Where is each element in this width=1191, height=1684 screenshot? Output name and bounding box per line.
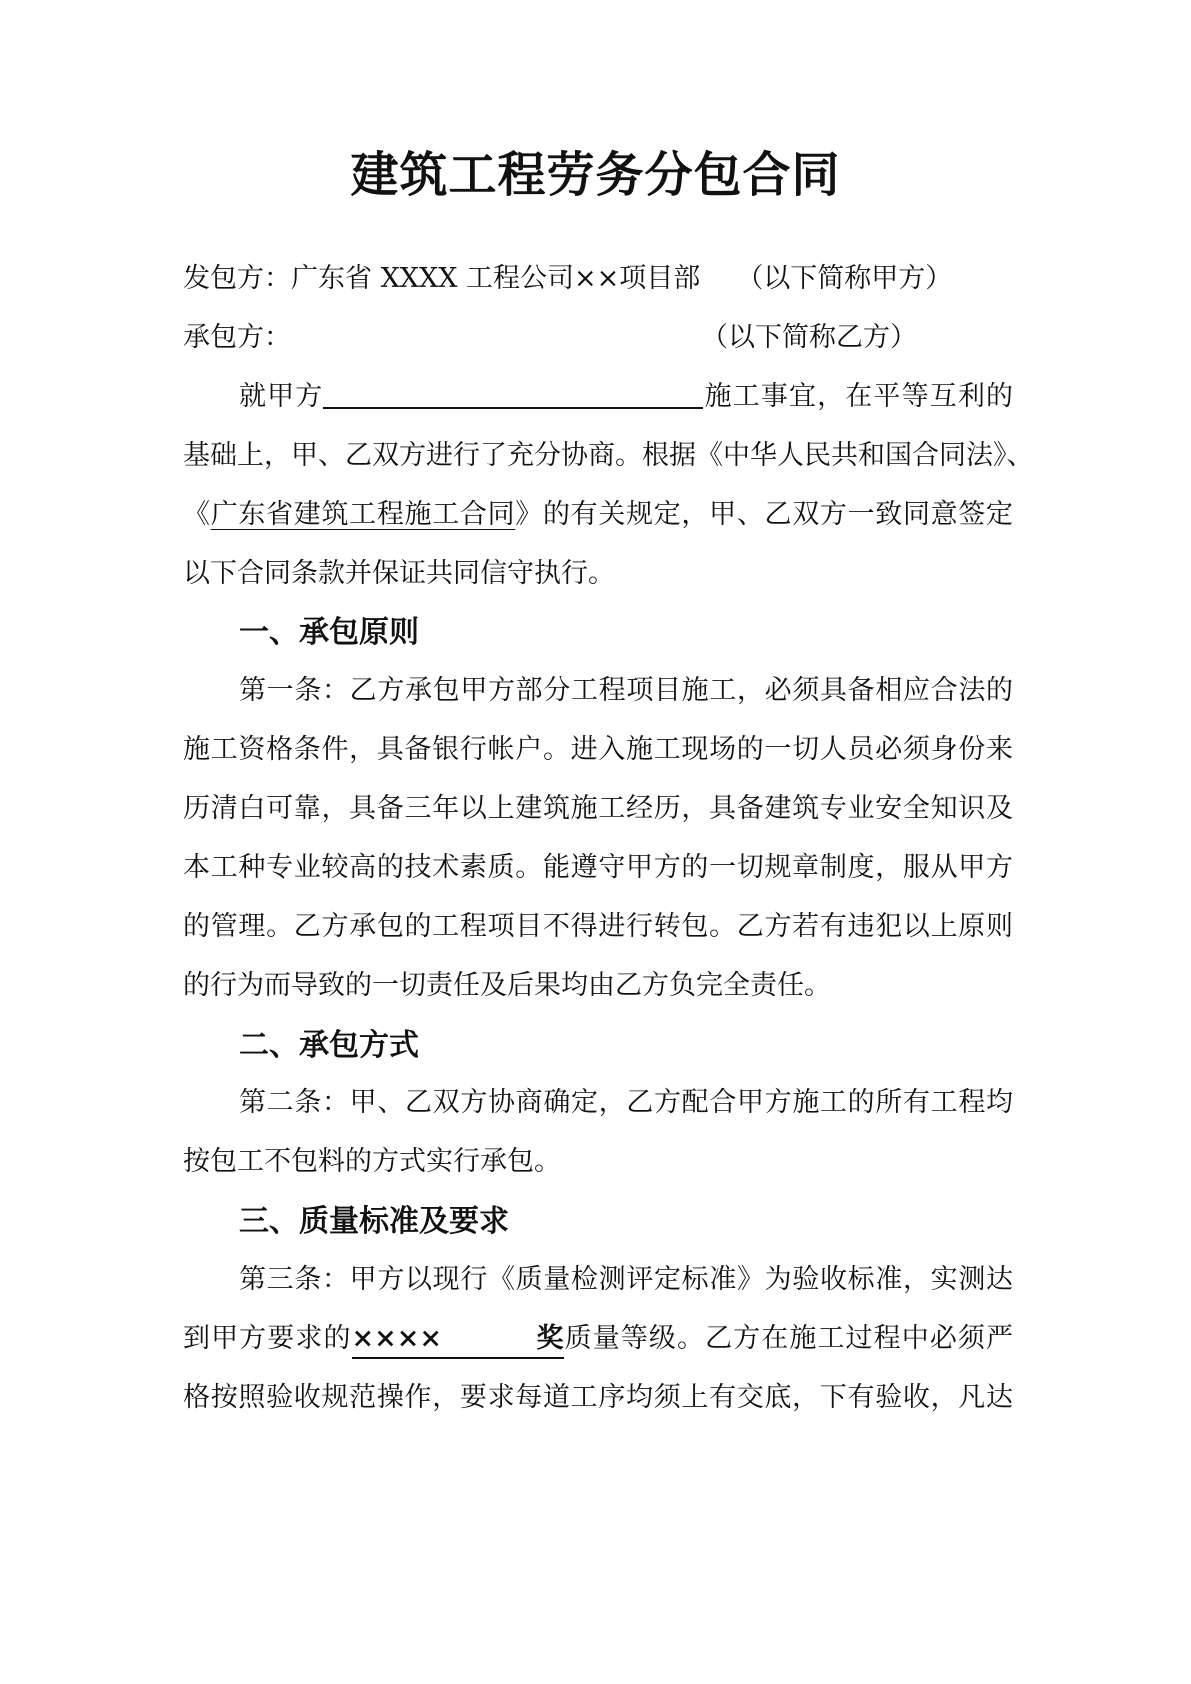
preamble-prefix: 就甲方 — [239, 381, 324, 412]
section-1-line: 第一条：乙方承包甲方部分工程项目施工，必须具备相应合法的 — [239, 675, 1013, 706]
section-1-heading: 一、承包原则 — [239, 615, 419, 650]
quote-open: 《 — [183, 499, 211, 530]
party-b-line — [183, 318, 1013, 358]
party-b-note: （以下简称乙方） — [701, 322, 917, 353]
quality-award-field[interactable]: ××××奖 — [352, 1321, 564, 1359]
preamble-line-3-rest: 》的有关规定，甲、乙双方一致同意签定 — [515, 499, 1014, 530]
section-3-heading: 三、质量标准及要求 — [239, 1204, 509, 1239]
contract-reference: 广东省建筑工程施工合同 — [210, 499, 516, 530]
section-1-line: 施工资格条件，具备银行帐户。进入施工现场的一切人员必须身份来 — [183, 734, 1013, 765]
party-a-label: 发包方： — [183, 263, 291, 294]
section-1-line: 的管理。乙方承包的工程项目不得进行转包。乙方若有违犯以上原则 — [183, 911, 1013, 942]
quality-prefix: 到甲方要求的 — [183, 1323, 352, 1354]
section-3-line-1: 第三条：甲方以现行《质量检测评定标准》为验收标准，实测达 — [239, 1264, 1013, 1295]
section-3-line-3: 格按照验收规范操作，要求每道工序均须上有交底，下有验收，凡达 — [183, 1382, 1013, 1413]
project-name-blank[interactable] — [323, 377, 703, 409]
quality-suffix: 质量等级。乙方在施工过程中必须严 — [563, 1323, 1014, 1354]
section-2-line: 第二条：甲、乙双方协商确定，乙方配合甲方施工的所有工程均 — [239, 1087, 1013, 1118]
preamble-suffix: 施工事宜，在平等互利的 — [703, 381, 1014, 412]
section-2-heading: 二、承包方式 — [239, 1028, 419, 1063]
party-a-line — [183, 259, 1013, 299]
section-1-line: 历清白可靠，具备三年以上建筑施工经历，具备建筑专业安全知识及 — [183, 793, 1013, 824]
section-1-line: 本工种专业较高的技术素质。能遵守甲方的一切规章制度，服从甲方 — [183, 852, 1013, 883]
preamble-line-3 — [183, 495, 1013, 535]
section-1-line: 的行为而导致的一切责任及后果均由乙方负完全责任。 — [183, 970, 831, 1001]
preamble-line-1 — [239, 377, 1013, 417]
party-b-label: 承包方： — [183, 322, 291, 353]
party-a-note: （以下简称甲方） — [736, 263, 953, 294]
preamble-line-2: 基础上，甲、乙双方进行了充分协商。根据《中华人民共和国合同法》、 — [183, 440, 1034, 471]
preamble-line-4: 以下合同条款并保证共同信守执行。 — [183, 558, 615, 589]
page-title: 建筑工程劳务分包合同 — [350, 147, 841, 203]
section-3-line-2 — [183, 1319, 1013, 1359]
section-2-line: 按包工不包料的方式实行承包。 — [183, 1146, 561, 1177]
party-a-name: 广东省 XXXX 工程公司××项目部 — [291, 263, 701, 294]
